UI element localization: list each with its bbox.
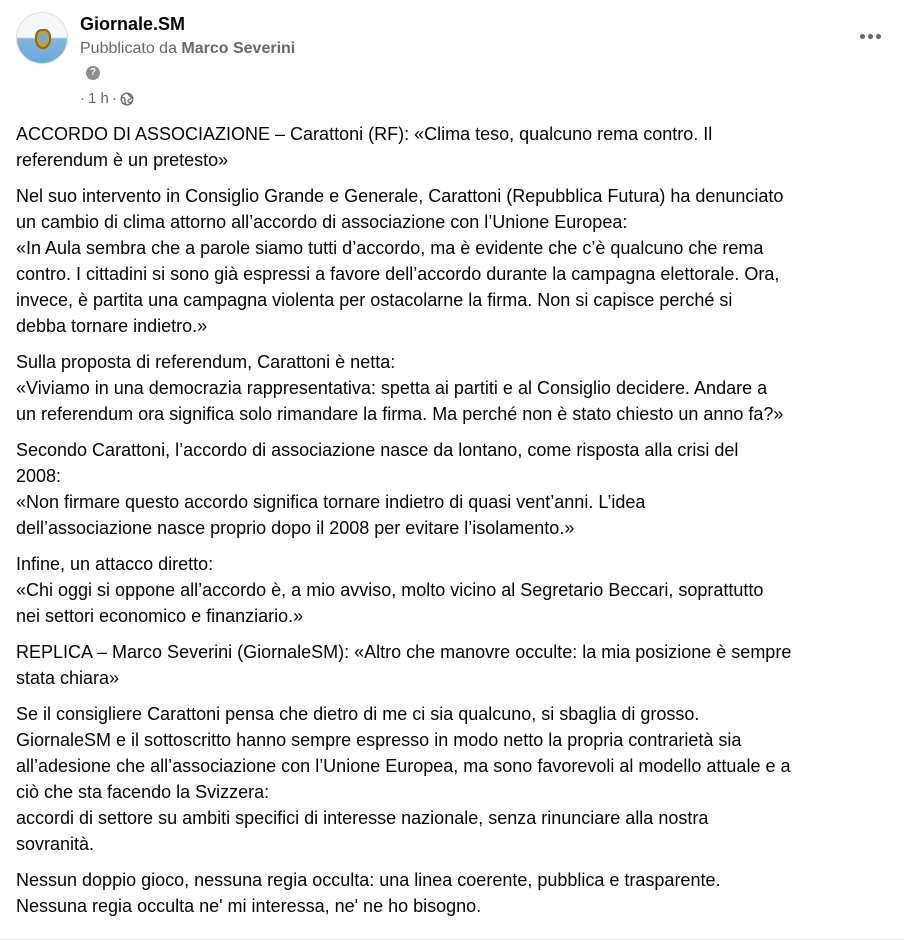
post-paragraph: Nel suo intervento in Consiglio Grande e Generale, Carattoni (Repubblica Futura) ha denunciato un cambio di clima attorno all’accordo di associazione con l’Unione Europea: «In Aula sembra che a parole siamo tutti d’accordo, ma è evidente che c’è qualcuno che rema contro. I cittadini si sono già espressi a favore dell’accordo durante la campagna elettorale. Ora, invece, è partita una campagna violenta per ostacolarne la firma. Non si capisce perché si debba tornare indietro.»	[16, 186, 784, 336]
page-avatar-icon[interactable]	[16, 12, 68, 64]
published-by-label: Pubblicato da	[80, 40, 182, 57]
coat-of-arms-icon	[35, 29, 51, 49]
post-text	[16, 121, 894, 919]
post-paragraph: Infine, un attacco diretto: «Chi oggi si oppone all’accordo è, a mio avviso, molto vicino al Segretario Beccari, soprattutto nei settori economico e finanziario.»	[16, 554, 764, 626]
author-name[interactable]: Marco Severini	[181, 40, 296, 57]
post-timestamp[interactable]: 1 h	[88, 90, 109, 107]
post-paragraph: ACCORDO DI ASSOCIAZIONE – Carattoni (RF): «Clima teso, qualcuno rema contro. Il referendum è un pretesto»	[16, 124, 713, 170]
meta-separator: ·	[111, 90, 117, 107]
more-options-button[interactable]	[852, 22, 888, 50]
dot	[860, 34, 865, 39]
post-paragraph: Sulla proposta di referendum, Carattoni è netta: «Viviamo in una democrazia rappresentativa: spetta ai partiti e al Consiglio decidere. Andare a un referendum ora significa solo rimandare la firma. Ma perché non è stato chiesto un anno fa?»	[16, 352, 784, 424]
time-prefix: ·	[80, 90, 85, 107]
page-name[interactable]: Giornale.SM	[80, 14, 186, 34]
globe-icon[interactable]	[120, 92, 134, 106]
post-header	[16, 12, 888, 112]
post-paragraph: Se il consigliere Carattoni pensa che dietro di me ci sia qualcuno, si sbaglia di grosso. GiornaleSM e il sottoscritto hanno sempre espresso in modo netto la propria contrarietà sia all’adesione che all’associazione con l’Unione Europea, ma sono favorevoli al modello attuale e a ciò che sta facendo la Svizzera: accordi di settore su ambiti specifici di interesse nazionale, senza rinunciare alla nostra sovranità.	[16, 704, 791, 854]
help-icon[interactable]: ?	[86, 66, 100, 80]
dot	[868, 34, 873, 39]
byline	[80, 40, 295, 58]
post-meta	[80, 90, 134, 107]
post-paragraph: REPLICA – Marco Severini (GiornaleSM): «Altro che manovre occulte: la mia posizione è sempre stata chiara»	[16, 642, 792, 688]
post-paragraph: Secondo Carattoni, l’accordo di associazione nasce da lontano, come risposta alla crisi del 2008: «Non firmare questo accordo significa tornare indietro di quasi vent’anni. L’idea dell’associazione nasce proprio dopo il 2008 per evitare l’isolamento.»	[16, 440, 739, 538]
dot	[876, 34, 881, 39]
post-paragraph: Nessun doppio gioco, nessuna regia occulta: una linea coerente, pubblica e trasparente. Nessuna regia occulta ne' mi interessa, ne' ne ho bisogno.	[16, 870, 721, 916]
